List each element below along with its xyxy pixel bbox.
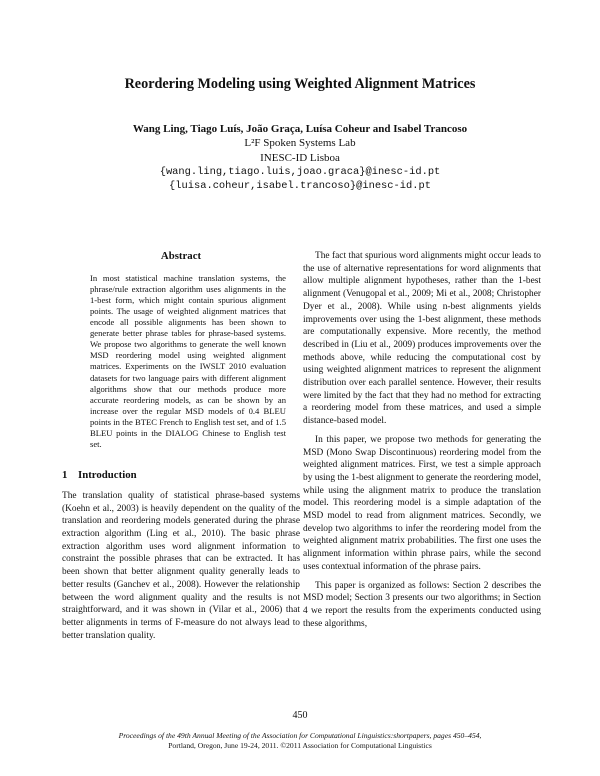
email-line-1: {wang.ling,tiago.luis,joao.graca}@inesc-id.pt [159,165,441,178]
right-paragraph-1: The fact that spurious word alignments might occur leads to the use of alternative representations for word alignments that allow multiple alignment hypotheses, rather than the 1-best alignment (Venugopal et al., 2009; Mi et al., 2008; Christopher Dyer et al., 2008). While using n-best alignments yields improvements over using the 1-best alignment, these methods are computationally expensive. More recently, the method described in (Liu et al., 2009) produces improvements over the methods above, while reducing the computational cost by using weighted alignment matrices to represent the alignment distribution over each parallel sentence. However, their results were limited by the fact that they had no method for extracting a reordering model from these matrices, and used a simple distance-based model. [303,251,541,427]
section-number: 1 [62,469,68,482]
section-title: Introduction [78,469,137,482]
author-names: Wang Ling, Tiago Luís, João Graça, Luísa Coheur and Isabel Trancoso [132,123,468,135]
right-paragraph-2: In this paper, we propose two methods for generating the MSD (Mono Swap Discontinuous) reordering model from the weighted alignment matrices. First, we test a simple approach by using the 1-best alignment to generate the reordering model, while using the alignment matrix to produce the translation model. This reordering model is a simple adaptation of the MSD model to read from alignment matrices. Secondly, we develop two algorithms to infer the reordering model from the weighted alignment matrix probabilities. The first one uses the alignment information within phrase pairs, while the second uses contextual information of the phrase pairs. [303,434,541,572]
footer-location: Portland, Oregon, June 19-24, 2011. ©2011 Association for Computational Linguistics [168,740,432,750]
footer-proceedings: Proceedings of the 49th Annual Meeting of the Association for Computational Linguistics:shortpapers, pages 450–454, [118,731,482,740]
section-heading-introduction [62,469,300,482]
right-column [303,250,541,630]
affiliation-institute: INESC-ID Lisboa [260,151,340,164]
page-number: 450 [292,710,308,721]
affiliation-lab: L²F Spoken Systems Lab [244,137,356,150]
footer [0,731,600,750]
right-paragraph-3: This paper is organized as follows: Section 2 describes the MSD model; Section 3 presents our two algorithms; in Section 4 we report the results from the experiments conducted using these algorithms, [303,580,541,629]
paper-title: Reordering Modeling using Weighted Alignment Matrices [124,76,476,92]
abstract-text: In most statistical machine translation systems, the phrase/rule extraction algorithm uses alignments in the 1-best form, which might contain spurious alignment points. The usage of weighted alignment matrices that encode all possible alignments has been shown to generate better phrase tables for phrase-based systems. We propose two algorithms to generate the well known MSD reordering model using weighted alignment matrices. Experiments on the IWSLT 2010 evaluation datasets for two language pairs with different alignment algorithms show that our methods produce more accurate reordering models, as can be shown by an increase over the regular MSD models of 0.4 BLEU points in the BTEC French to English test set, and of 1.5 BLEU points in the DIALOG Chinese to English test set. [90,272,286,450]
author-block [0,122,600,193]
left-column [62,250,300,642]
intro-paragraph-1: The translation quality of statistical phrase-based systems (Koehn et al., 2003) is heavily dependent on the quality of the translation and reordering models generated during the phrase extraction algorithm (Ling et al., 2010). The basic phrase extraction algorithm uses word alignment information to constraint the possible phrases that can be extracted. It has been shown that better alignment quality generally leads to better results (Ganchev et al., 2008). However the relationship between the word alignment quality and the results is not straightforward, and it was shown in (Vilar et al., 2006) that better alignments in terms of F-measure do not always lead to better translation quality. [62,490,300,641]
email-line-2: {luisa.coheur,isabel.trancoso}@inesc-id.pt [169,180,431,193]
abstract-heading: Abstract [160,250,202,262]
